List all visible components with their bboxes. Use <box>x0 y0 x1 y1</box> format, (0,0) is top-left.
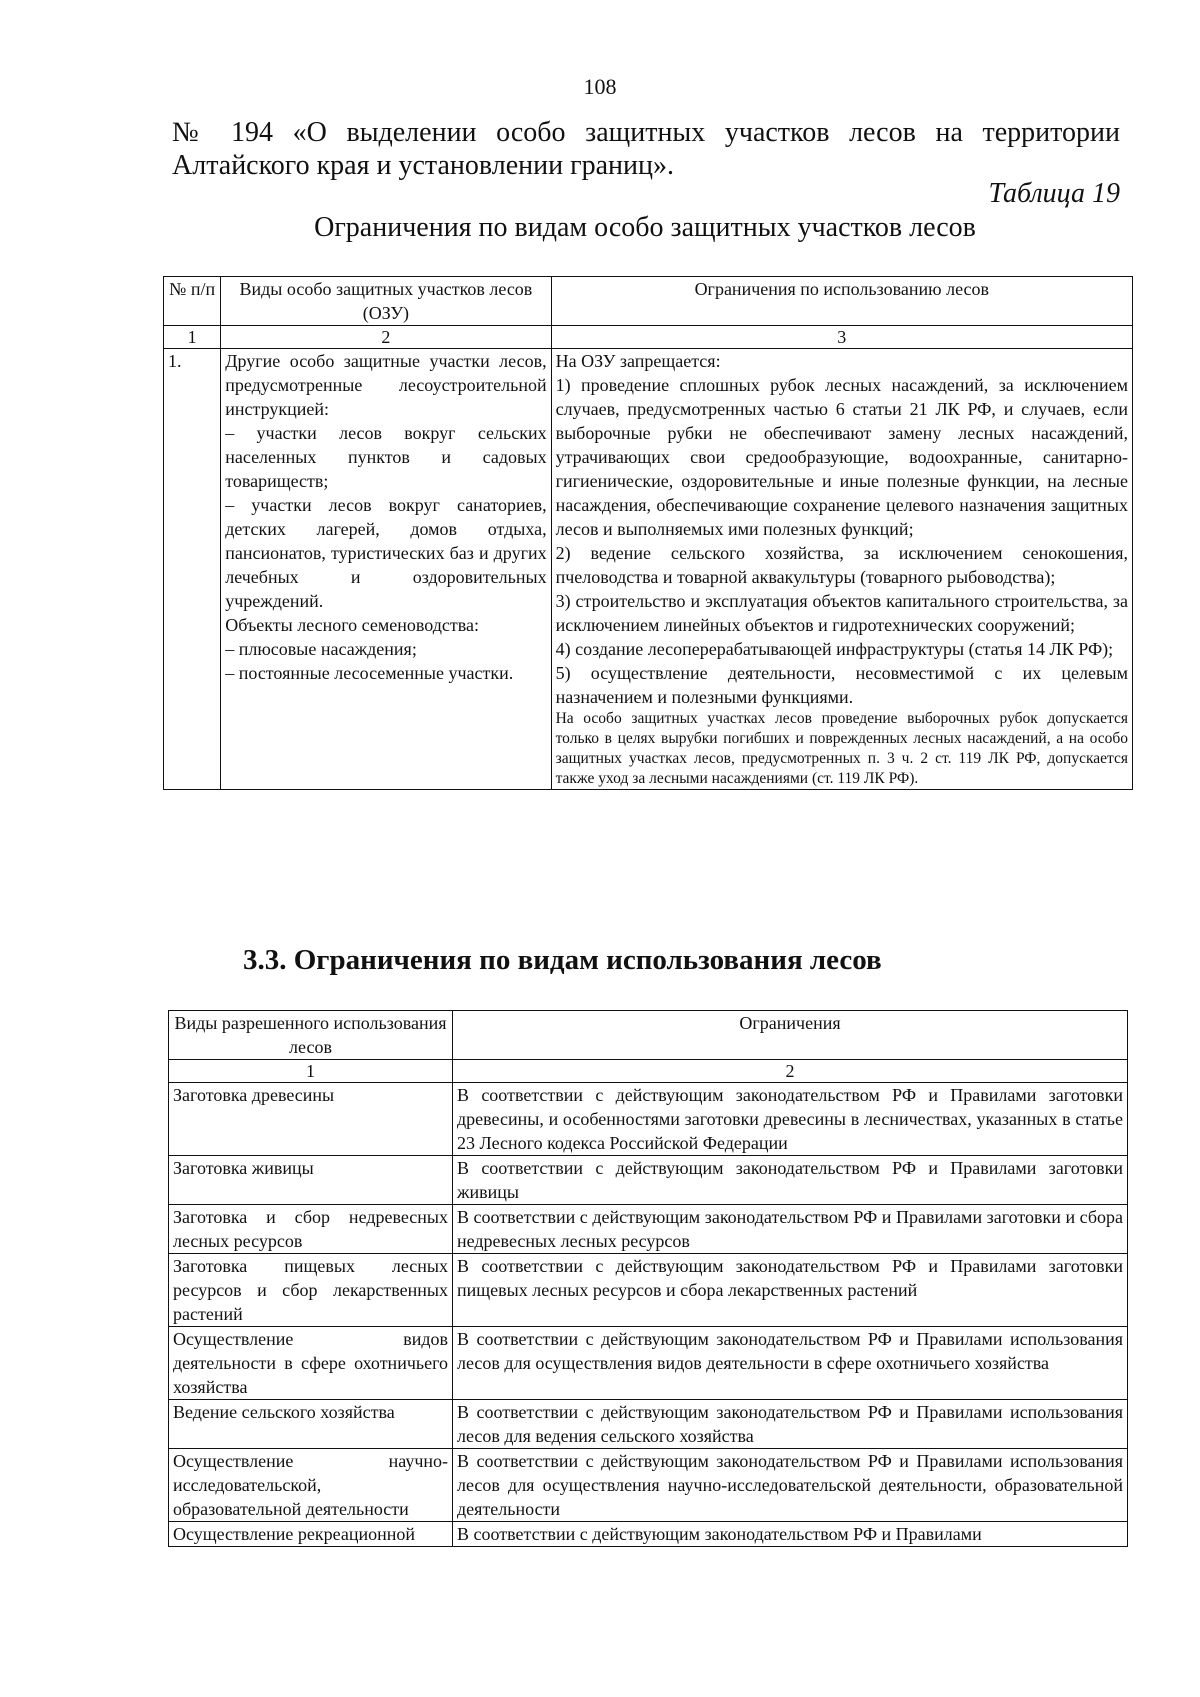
restriction-line: 1) проведение сплошных рубок лесных насаждений, за исключением случаев, предусмотренных частью 6 статьи 21 ЛК РФ, и случаев, если выборочные рубки не обеспечивают замену лесных насаждений, утрачивающих свои средообразующие, водоохранные, санитарно-гигиенические, оздоровительные и иные полезные функции, на лесные насаждения, обеспечивающие сохранение целевого назначения защитных лесов и выполняемых ими полезных функций; <box>555 375 1128 539</box>
header-cell: Виды разрешенного использования лесов <box>169 1011 453 1060</box>
restriction-note: На особо защитных участках лесов проведение выборочных рубок допускается только в целях вырубки погибших и поврежденных лесных насаждений, а на особо защитных участках лесов, предусмотренных п. 3 ч. 2 ст. 119 ЛК РФ, допускается также уход за лесными насаждениями (ст. 119 ЛК РФ). <box>555 710 1128 787</box>
use-type-cell: Осуществление рекреационной <box>169 1522 453 1547</box>
header-cell: Ограничения <box>453 1011 1128 1060</box>
table-row <box>169 1400 1128 1449</box>
restriction-line: 2) ведение сельского хозяйства, за исключением сенокошения, пчеловодства и товарной аквакультуры (товарного рыбоводства); <box>555 543 1128 587</box>
use-type-cell: Заготовка живицы <box>169 1156 453 1205</box>
intro-line-1: № 194 «О выделении особо защитных участков лесов на территории <box>172 117 1120 148</box>
restriction-line: 3) строительство и эксплуатация объектов капитального строительства, за исключением линейных объектов и гидротехнических сооружений; <box>555 591 1128 635</box>
ozu-type-line: – участки лесов вокруг санаториев, детских лагерей, домов отдыха, пансионатов, туристических баз и других лечебных и оздоровительных учреждений. <box>225 495 547 611</box>
use-type-cell: Заготовка и сбор недревесных лесных ресурсов <box>169 1205 453 1254</box>
table-row <box>169 1083 1128 1156</box>
row-number: 1. <box>164 349 221 790</box>
table-19-title: Ограничения по видам особо защитных участков лесов <box>314 212 976 243</box>
column-number: 2 <box>221 326 551 349</box>
use-limit-cell: В соответствии с действующим законодательством РФ и Правилами использования лесов для осуществления видов деятельности в сфере охотничьего хозяйства <box>453 1327 1128 1400</box>
table-row <box>169 1254 1128 1327</box>
use-limit-cell: В соответствии с действующим законодательством РФ и Правилами заготовки пищевых лесных ресурсов и сбора лекарственных растений <box>453 1254 1128 1327</box>
table-row <box>164 349 1133 790</box>
table-19-label: Таблица 19 <box>988 178 1120 209</box>
ozu-types-cell <box>221 349 551 790</box>
restriction-line: На ОЗУ запрещается: <box>555 351 721 371</box>
table-19 <box>163 276 1133 790</box>
use-type-cell: Заготовка древесины <box>169 1083 453 1156</box>
ozu-type-line: Другие особо защитные участки лесов, предусмотренные лесоустроительной инструкцией: <box>225 351 547 419</box>
table-19-number-row <box>164 326 1133 349</box>
ozu-type-line: – участки лесов вокруг сельских населенных пунктов и садовых товариществ; <box>225 423 547 491</box>
ozu-type-line: Объекты лесного семеноводства: <box>225 615 480 635</box>
use-limit-cell: В соответствии с действующим законодательством РФ и Правилами заготовки и сбора недревесных лесных ресурсов <box>453 1205 1128 1254</box>
table-row <box>169 1522 1128 1547</box>
intro-text <box>172 116 1120 182</box>
page-number: 108 <box>583 74 617 99</box>
restriction-line: 4) создание лесоперерабатывающей инфраструктуры (статья 14 ЛК РФ); <box>555 639 1114 659</box>
header-cell: № п/п <box>164 277 221 326</box>
table-row <box>169 1327 1128 1400</box>
column-number: 1 <box>164 326 221 349</box>
table-row <box>169 1449 1128 1522</box>
header-cell: Виды особо защитных участков лесов (ОЗУ) <box>221 277 551 326</box>
use-limit-cell: В соответствии с действующим законодательством РФ и Правилами <box>453 1522 1128 1547</box>
table-row <box>169 1156 1128 1205</box>
use-type-cell: Осуществление научно-исследовательской, образовательной деятельности <box>169 1449 453 1522</box>
use-type-cell: Ведение сельского хозяйства <box>169 1400 453 1449</box>
section-title: 3.3. Ограничения по видам использования лесов <box>243 944 882 976</box>
table-19-header-row <box>164 277 1133 326</box>
restriction-line: 5) осуществление деятельности, несовместимой с их целевым назначением и полезными функциями. <box>555 663 1128 707</box>
use-limit-cell: В соответствии с действующим законодательством РФ и Правилами заготовки живицы <box>453 1156 1128 1205</box>
ozu-type-line: – постоянные лесосеменные участки. <box>225 663 514 683</box>
column-number: 3 <box>551 326 1132 349</box>
table-row <box>169 1205 1128 1254</box>
restrictions-cell <box>551 349 1132 790</box>
use-limit-cell: В соответствии с действующим законодательством РФ и Правилами заготовки древесины, и особенностями заготовки древесины в лесничествах, указанных в статье 23 Лесного кодекса Российской Федерации <box>453 1083 1128 1156</box>
column-number: 1 <box>169 1060 453 1083</box>
ozu-type-line: – плюсовые насаждения; <box>225 639 417 659</box>
forest-use-header-row <box>169 1011 1128 1060</box>
column-number: 2 <box>453 1060 1128 1083</box>
header-cell: Ограничения по использованию лесов <box>551 277 1132 326</box>
use-type-cell: Осуществление видов деятельности в сфере охотничьего хозяйства <box>169 1327 453 1400</box>
use-limit-cell: В соответствии с действующим законодательством РФ и Правилами использования лесов для ведения сельского хозяйства <box>453 1400 1128 1449</box>
intro-line-2: Алтайского края и установлении границ». <box>172 150 674 181</box>
forest-use-number-row <box>169 1060 1128 1083</box>
use-limit-cell: В соответствии с действующим законодательством РФ и Правилами использования лесов для осуществления научно-исследовательской деятельности, образовательной деятельности <box>453 1449 1128 1522</box>
forest-use-table <box>168 1010 1128 1547</box>
use-type-cell: Заготовка пищевых лесных ресурсов и сбор лекарственных растений <box>169 1254 453 1327</box>
